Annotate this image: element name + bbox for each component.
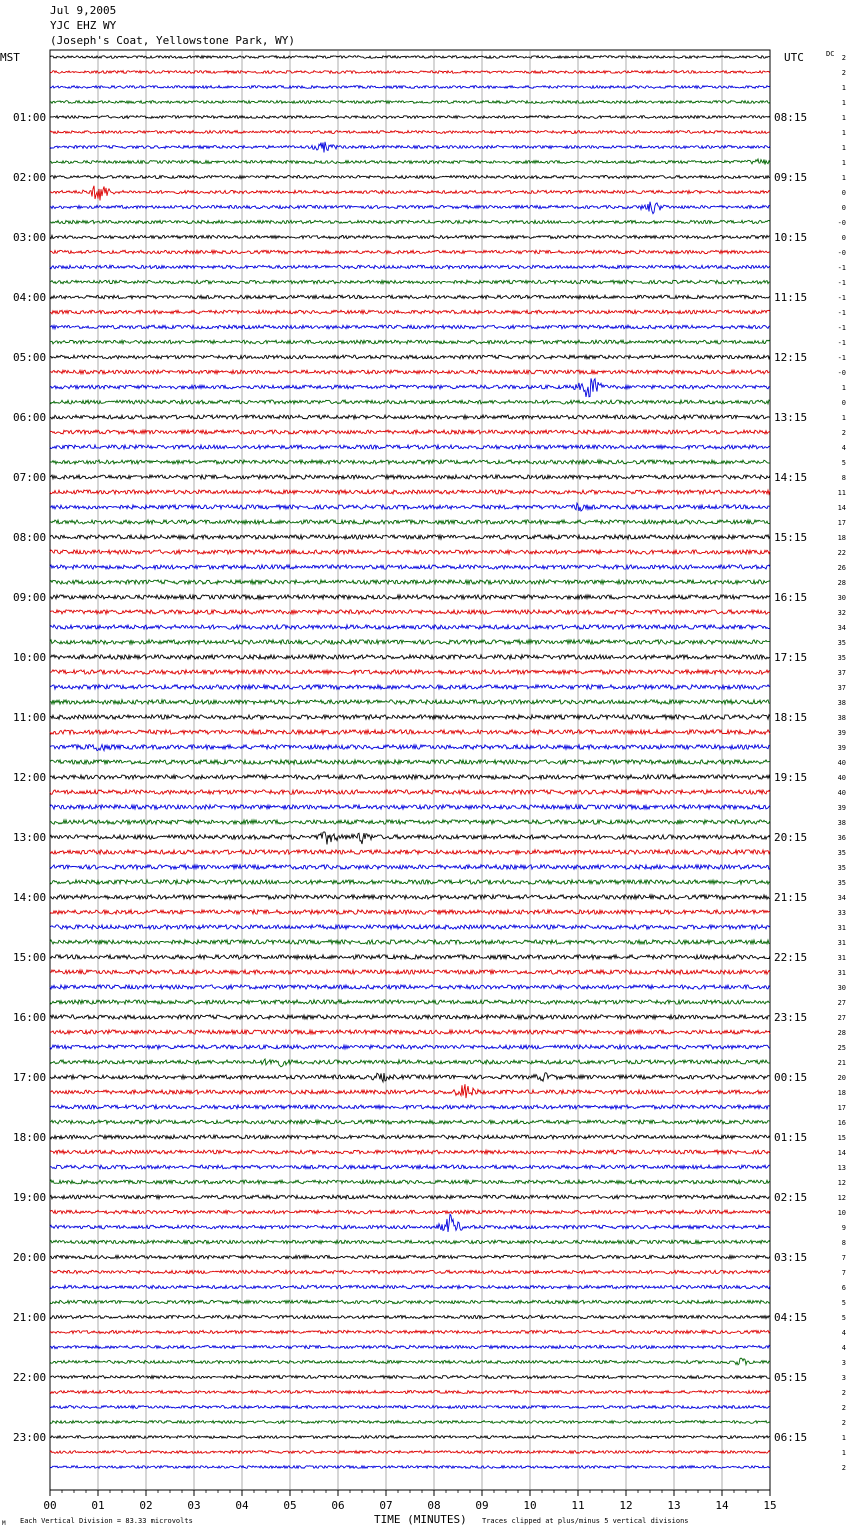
seismic-trace	[50, 220, 770, 223]
seismic-trace	[50, 640, 770, 644]
x-tick-label: 08	[427, 1499, 441, 1512]
utc-hour-label: 16:15	[774, 591, 808, 604]
seismic-trace	[50, 1300, 770, 1303]
seismic-trace	[50, 186, 770, 201]
dc-offset-label: 5	[841, 1299, 846, 1307]
seismic-trace	[50, 340, 770, 344]
header-date: Jul 9,2005	[50, 4, 117, 17]
dc-offset-label: 31	[837, 939, 846, 947]
dc-offset-label: 3	[841, 1374, 846, 1382]
dc-offset-label: 35	[837, 639, 846, 647]
seismic-trace	[50, 1345, 770, 1348]
dc-column-title: DC	[826, 50, 835, 58]
utc-hour-label: 02:15	[774, 1191, 808, 1204]
dc-offset-label: -1	[837, 264, 846, 272]
seismic-trace	[50, 142, 770, 153]
seismic-trace	[50, 760, 770, 764]
utc-hour-label: 05:15	[774, 1371, 808, 1384]
seismic-trace	[50, 1084, 770, 1098]
dc-offset-label: 34	[837, 894, 846, 902]
mst-hour-label: 10:00	[13, 651, 47, 664]
dc-offset-label: 37	[837, 669, 846, 677]
dc-offset-label: 28	[837, 1029, 846, 1037]
dc-offset-label: 26	[837, 564, 846, 572]
dc-offset-label: 0	[841, 234, 846, 242]
utc-hour-label: 13:15	[774, 411, 808, 424]
seismic-trace	[50, 1214, 770, 1232]
dc-offset-label: -1	[837, 294, 846, 302]
dc-offset-label: 17	[837, 1104, 846, 1112]
dc-offset-label: -1	[837, 354, 846, 362]
seismic-trace	[50, 850, 770, 854]
dc-offset-label: 38	[837, 819, 846, 827]
seismic-trace	[50, 400, 770, 404]
mst-hour-label: 17:00	[13, 1071, 47, 1084]
seismic-trace	[50, 1195, 770, 1199]
utc-hour-label: 01:15	[774, 1131, 808, 1144]
mst-hour-label: 02:00	[13, 171, 47, 184]
seismic-trace	[50, 820, 770, 824]
dc-offset-label: 1	[841, 1434, 846, 1442]
dc-offset-label: 1	[841, 1449, 846, 1457]
seismic-trace	[50, 655, 770, 659]
dc-offset-label: 34	[837, 624, 846, 632]
dc-offset-label: 20	[837, 1074, 846, 1082]
dc-offset-label: 9	[841, 1224, 846, 1232]
utc-hour-label: 19:15	[774, 771, 808, 784]
dc-offset-label: -0	[837, 369, 846, 377]
seismic-trace	[50, 1135, 770, 1139]
dc-offset-label: 1	[841, 129, 846, 137]
seismic-trace	[50, 116, 770, 119]
dc-offset-label: 0	[841, 189, 846, 197]
dc-offset-label: 4	[841, 1329, 846, 1337]
right-axis-title: UTC	[784, 51, 804, 64]
seismic-trace	[50, 910, 770, 914]
dc-offset-label: 11	[837, 489, 846, 497]
seismic-trace	[50, 880, 770, 884]
seismic-trace	[50, 1330, 770, 1333]
dc-offset-label: 31	[837, 954, 846, 962]
dc-offset-label: 2	[841, 1464, 846, 1472]
dc-offset-label: 35	[837, 879, 846, 887]
dc-offset-label: 27	[837, 999, 846, 1007]
dc-offset-label: -1	[837, 339, 846, 347]
x-tick-label: 01	[91, 1499, 105, 1512]
seismic-trace	[50, 955, 770, 959]
mst-hour-label: 04:00	[13, 291, 47, 304]
dc-offset-label: 10	[837, 1209, 846, 1217]
seismic-trace	[50, 490, 770, 494]
dc-offset-label: 16	[837, 1119, 846, 1127]
seismic-trace	[50, 595, 770, 599]
dc-offset-label: 2	[841, 1419, 846, 1427]
corner-mark: M	[2, 1520, 6, 1527]
dc-offset-label: 1	[841, 84, 846, 92]
mst-hour-label: 18:00	[13, 1131, 47, 1144]
seismic-trace	[50, 131, 770, 134]
seismic-trace	[50, 1000, 770, 1004]
x-tick-label: 10	[523, 1499, 537, 1512]
x-tick-label: 11	[571, 1499, 585, 1512]
seismic-trace	[50, 580, 770, 584]
seismic-trace	[50, 895, 770, 899]
seismic-trace	[50, 159, 770, 165]
seismic-trace	[50, 378, 770, 397]
x-tick-label: 09	[475, 1499, 489, 1512]
dc-offset-label: 30	[837, 594, 846, 602]
mst-hour-label: 14:00	[13, 891, 47, 904]
seismic-trace	[50, 685, 770, 689]
seismic-trace	[50, 430, 770, 434]
seismic-trace	[50, 790, 770, 794]
x-tick-label: 13	[667, 1499, 681, 1512]
seismic-trace	[50, 310, 770, 314]
utc-hour-label: 14:15	[774, 471, 808, 484]
mst-hour-label: 22:00	[13, 1371, 47, 1384]
dc-offset-label: 38	[837, 699, 846, 707]
seismic-trace	[50, 475, 770, 479]
footnote-scale: Each Vertical Division = 83.33 microvolts	[20, 1517, 193, 1525]
seismic-trace	[50, 1015, 770, 1019]
seismic-trace	[50, 295, 770, 299]
seismic-trace	[50, 832, 770, 845]
seismic-trace	[50, 1358, 770, 1365]
x-axis-title: TIME (MINUTES)	[374, 1513, 467, 1526]
seismic-trace	[50, 370, 770, 374]
seismic-trace	[50, 1255, 770, 1258]
seismic-trace	[50, 415, 770, 419]
seismic-trace	[50, 355, 770, 359]
dc-offset-label: 40	[837, 789, 846, 797]
x-tick-label: 00	[43, 1499, 57, 1512]
utc-hour-label: 23:15	[774, 1011, 808, 1024]
dc-offset-label: 6	[841, 1284, 846, 1292]
utc-hour-label: 22:15	[774, 951, 808, 964]
left-axis-title: MST	[0, 51, 20, 64]
dc-offset-label: -1	[837, 279, 846, 287]
dc-offset-label: 12	[837, 1194, 846, 1202]
mst-hour-label: 19:00	[13, 1191, 47, 1204]
dc-offset-label: 1	[841, 144, 846, 152]
dc-offset-label: 5	[841, 459, 846, 467]
mst-hour-label: 16:00	[13, 1011, 47, 1024]
dc-offset-label: 2	[841, 1389, 846, 1397]
mst-hour-label: 20:00	[13, 1251, 47, 1264]
seismic-trace	[50, 101, 770, 104]
dc-offset-label: 0	[841, 399, 846, 407]
dc-offset-label: 2	[841, 1404, 846, 1412]
seismic-trace	[50, 1406, 770, 1409]
utc-hour-label: 06:15	[774, 1431, 808, 1444]
dc-offset-label: 1	[841, 174, 846, 182]
dc-offset-label: 2	[841, 69, 846, 77]
dc-offset-label: 5	[841, 1314, 846, 1322]
dc-offset-label: 39	[837, 744, 846, 752]
seismic-trace	[50, 1240, 770, 1244]
dc-offset-label: 27	[837, 1014, 846, 1022]
dc-offset-label: 4	[841, 444, 846, 452]
x-tick-label: 03	[187, 1499, 201, 1512]
utc-hour-label: 08:15	[774, 111, 808, 124]
seismic-trace	[50, 176, 770, 179]
dc-offset-label: 17	[837, 519, 846, 527]
mst-hour-label: 11:00	[13, 711, 47, 724]
x-tick-label: 14	[715, 1499, 729, 1512]
dc-offset-label: 3	[841, 1359, 846, 1367]
dc-offset-label: 22	[837, 549, 846, 557]
seismic-trace	[50, 730, 770, 734]
seismic-trace	[50, 865, 770, 869]
utc-hour-label: 09:15	[774, 171, 808, 184]
mst-hour-label: 15:00	[13, 951, 47, 964]
mst-hour-label: 12:00	[13, 771, 47, 784]
x-tick-label: 06	[331, 1499, 345, 1512]
mst-hour-label: 05:00	[13, 351, 47, 364]
dc-offset-label: -0	[837, 219, 846, 227]
dc-offset-label: 14	[837, 1149, 846, 1157]
dc-offset-label: 35	[837, 654, 846, 662]
seismic-trace	[50, 940, 770, 944]
dc-offset-label: 7	[841, 1269, 846, 1277]
dc-offset-label: -1	[837, 309, 846, 317]
dc-offset-label: 2	[841, 429, 846, 437]
utc-hour-label: 11:15	[774, 291, 808, 304]
x-tick-label: 15	[763, 1499, 777, 1512]
seismic-trace	[50, 1059, 770, 1067]
dc-offset-label: 40	[837, 759, 846, 767]
dc-offset-label: 18	[837, 534, 846, 542]
dc-offset-label: 31	[837, 924, 846, 932]
dc-offset-label: 1	[841, 99, 846, 107]
seismic-trace	[50, 1285, 770, 1288]
seismic-trace	[50, 700, 770, 704]
dc-offset-label: 30	[837, 984, 846, 992]
seismic-trace	[50, 805, 770, 809]
seismic-trace	[50, 1030, 770, 1034]
utc-hour-label: 21:15	[774, 891, 808, 904]
seismic-trace	[50, 1165, 770, 1169]
footnote-clip: Traces clipped at plus/minus 5 vertical divisions	[482, 1517, 689, 1525]
dc-offset-label: 32	[837, 609, 846, 617]
seismic-trace	[50, 1436, 770, 1439]
utc-hour-label: 17:15	[774, 651, 808, 664]
dc-offset-label: -1	[837, 324, 846, 332]
mst-hour-label: 09:00	[13, 591, 47, 604]
utc-hour-label: 10:15	[774, 231, 808, 244]
mst-hour-label: 03:00	[13, 231, 47, 244]
seismic-trace	[50, 1315, 770, 1318]
mst-hour-label: 08:00	[13, 531, 47, 544]
seismic-trace	[50, 610, 770, 614]
mst-hour-label: 07:00	[13, 471, 47, 484]
dc-offset-label: 35	[837, 864, 846, 872]
dc-offset-label: 1	[841, 384, 846, 392]
seismic-trace	[50, 670, 770, 674]
seismic-trace	[50, 1150, 770, 1154]
mst-hour-label: 21:00	[13, 1311, 47, 1324]
dc-offset-label: 21	[837, 1059, 846, 1067]
dc-offset-label: 39	[837, 804, 846, 812]
dc-offset-label: 31	[837, 969, 846, 977]
utc-hour-label: 12:15	[774, 351, 808, 364]
dc-offset-label: 37	[837, 684, 846, 692]
seismic-trace	[50, 565, 770, 569]
x-tick-label: 05	[283, 1499, 297, 1512]
seismic-trace	[50, 625, 770, 629]
utc-hour-label: 00:15	[774, 1071, 808, 1084]
x-tick-label: 04	[235, 1499, 249, 1512]
seismic-trace	[50, 460, 770, 464]
seismic-trace	[50, 1376, 770, 1379]
dc-offset-label: 2	[841, 54, 846, 62]
dc-offset-label: 33	[837, 909, 846, 917]
dc-offset-label: 13	[837, 1164, 846, 1172]
seismic-trace	[50, 1180, 770, 1184]
utc-hour-label: 20:15	[774, 831, 808, 844]
seismic-trace	[50, 280, 770, 283]
seismic-trace	[50, 503, 770, 511]
seismic-trace	[50, 1451, 770, 1454]
dc-offset-label: 8	[841, 474, 846, 482]
dc-offset-label: 38	[837, 714, 846, 722]
dc-offset-label: 39	[837, 729, 846, 737]
seismic-trace	[50, 71, 770, 74]
utc-hour-label: 18:15	[774, 711, 808, 724]
seismic-trace	[50, 520, 770, 524]
mst-hour-label: 06:00	[13, 411, 47, 424]
seismic-trace	[50, 445, 770, 449]
seismic-trace	[50, 1210, 770, 1214]
seismic-trace	[50, 715, 770, 719]
dc-offset-label: 14	[837, 504, 846, 512]
utc-hour-label: 15:15	[774, 531, 808, 544]
dc-offset-label: 1	[841, 414, 846, 422]
dc-offset-label: 7	[841, 1254, 846, 1262]
dc-offset-label: 1	[841, 114, 846, 122]
dc-offset-label: 4	[841, 1344, 846, 1352]
header-station: YJC EHZ WY	[50, 19, 117, 32]
x-tick-label: 12	[619, 1499, 633, 1512]
seismic-trace	[50, 250, 770, 253]
x-tick-label: 02	[139, 1499, 153, 1512]
header-location: (Joseph's Coat, Yellowstone Park, WY)	[50, 34, 296, 47]
x-tick-label: 07	[379, 1499, 393, 1512]
dc-offset-label: 36	[837, 834, 846, 842]
seismic-trace	[50, 86, 770, 89]
seismic-trace	[50, 1120, 770, 1124]
dc-offset-label: 18	[837, 1089, 846, 1097]
seismic-trace	[50, 1073, 770, 1082]
seismic-trace	[50, 235, 770, 238]
seismic-trace	[50, 775, 770, 779]
dc-offset-label: -0	[837, 249, 846, 257]
utc-hour-label: 04:15	[774, 1311, 808, 1324]
mst-hour-label: 23:00	[13, 1431, 47, 1444]
seismic-trace	[50, 1466, 770, 1469]
seismic-trace	[50, 265, 770, 268]
seismic-trace	[50, 1391, 770, 1394]
seismic-trace	[50, 325, 770, 329]
seismic-trace	[50, 550, 770, 554]
mst-hour-label: 01:00	[13, 111, 47, 124]
dc-offset-label: 15	[837, 1134, 846, 1142]
dc-offset-label: 28	[837, 579, 846, 587]
dc-offset-label: 35	[837, 849, 846, 857]
dc-offset-label: 0	[841, 204, 846, 212]
seismic-trace	[50, 1045, 770, 1049]
seismic-trace	[50, 1270, 770, 1273]
seismic-trace	[50, 56, 770, 59]
dc-offset-label: 40	[837, 774, 846, 782]
dc-offset-label: 8	[841, 1239, 846, 1247]
dc-offset-label: 1	[841, 159, 846, 167]
utc-hour-label: 03:15	[774, 1251, 808, 1264]
seismic-trace	[50, 745, 770, 751]
seismic-trace	[50, 985, 770, 989]
seismic-trace	[50, 202, 770, 214]
seismic-trace	[50, 535, 770, 539]
seismic-trace	[50, 970, 770, 974]
mst-hour-label: 13:00	[13, 831, 47, 844]
seismic-trace	[50, 925, 770, 929]
seismic-trace	[50, 1421, 770, 1424]
dc-offset-label: 25	[837, 1044, 846, 1052]
seismic-trace	[50, 1105, 770, 1109]
dc-offset-label: 12	[837, 1179, 846, 1187]
